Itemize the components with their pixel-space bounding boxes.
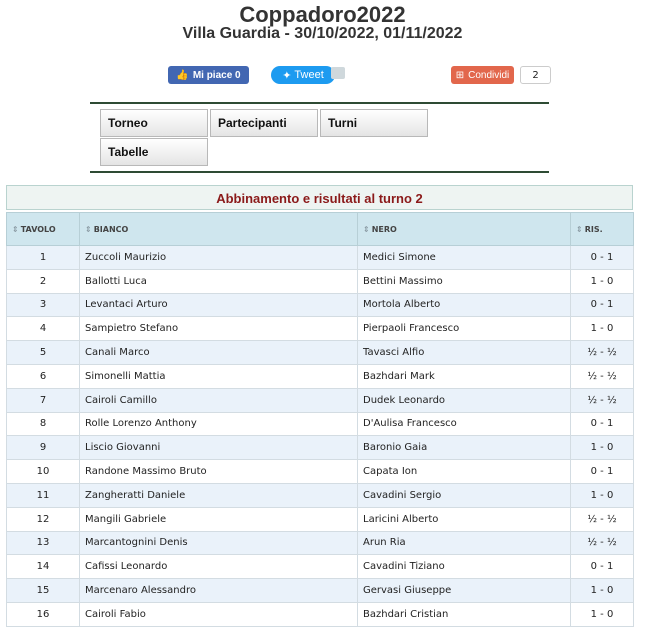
cell-ris: 1 - 0 bbox=[571, 436, 634, 460]
nav-bottom-divider bbox=[90, 171, 549, 173]
cell-bianco: Cafissi Leonardo bbox=[80, 555, 358, 579]
sort-icon: ⇕ bbox=[85, 224, 92, 234]
page-subtitle: Villa Guardia - 30/10/2022, 01/11/2022 bbox=[182, 25, 463, 42]
cell-tavolo: 3 bbox=[7, 293, 80, 317]
table-row bbox=[7, 293, 634, 317]
cell-bianco: Marcantognini Denis bbox=[80, 531, 358, 555]
cell-bianco: Simonelli Mattia bbox=[80, 364, 358, 388]
table-row bbox=[7, 317, 634, 341]
cell-bianco: Sampietro Stefano bbox=[80, 317, 358, 341]
cell-ris: 0 - 1 bbox=[571, 460, 634, 484]
plus-icon: ⊞ bbox=[455, 69, 465, 81]
sort-icon: ⇕ bbox=[12, 224, 19, 234]
cell-nero: Capata Ion bbox=[358, 460, 571, 484]
cell-bianco: Cairoli Fabio bbox=[80, 602, 358, 626]
cell-ris: ½ - ½ bbox=[571, 341, 634, 365]
cell-ris: 1 - 0 bbox=[571, 602, 634, 626]
cell-ris: 1 - 0 bbox=[571, 269, 634, 293]
cell-nero: Mortola Alberto bbox=[358, 293, 571, 317]
nav-tab-tabelle[interactable]: Tabelle bbox=[100, 138, 208, 166]
table-row bbox=[7, 341, 634, 365]
cell-ris: ½ - ½ bbox=[571, 507, 634, 531]
cell-ris: ½ - ½ bbox=[571, 388, 634, 412]
table-row bbox=[7, 364, 634, 388]
facebook-like-label: Mi piace 0 bbox=[192, 69, 241, 81]
cell-bianco: Levantaci Arturo bbox=[80, 293, 358, 317]
cell-nero: Tavasci Alfio bbox=[358, 341, 571, 365]
cell-tavolo: 11 bbox=[7, 483, 80, 507]
table-header-row bbox=[7, 213, 634, 246]
cell-ris: 0 - 1 bbox=[571, 555, 634, 579]
cell-tavolo: 2 bbox=[7, 269, 80, 293]
cell-tavolo: 12 bbox=[7, 507, 80, 531]
tweet-count-icon bbox=[331, 67, 345, 79]
cell-ris: 0 - 1 bbox=[571, 412, 634, 436]
table-row bbox=[7, 269, 634, 293]
cell-nero: Gervasi Giuseppe bbox=[358, 579, 571, 603]
cell-nero: Cavadini Tiziano bbox=[358, 555, 571, 579]
cell-bianco: Cairoli Camillo bbox=[80, 388, 358, 412]
table-row bbox=[7, 246, 634, 270]
pairings-table bbox=[6, 212, 634, 627]
column-header-tavolo[interactable]: ⇕ TAVOLO bbox=[7, 213, 80, 246]
nav-tab-partecipanti[interactable]: Partecipanti bbox=[210, 109, 318, 137]
share-label: Condividi bbox=[468, 69, 510, 81]
cell-ris: 0 - 1 bbox=[571, 293, 634, 317]
cell-bianco: Zuccoli Maurizio bbox=[80, 246, 358, 270]
cell-bianco: Ballotti Luca bbox=[80, 269, 358, 293]
cell-nero: Medici Simone bbox=[358, 246, 571, 270]
cell-tavolo: 8 bbox=[7, 412, 80, 436]
tweet-button[interactable] bbox=[271, 66, 335, 84]
cell-tavolo: 7 bbox=[7, 388, 80, 412]
table-row bbox=[7, 412, 634, 436]
cell-ris: ½ - ½ bbox=[571, 531, 634, 555]
nav-tab-turni[interactable]: Turni bbox=[320, 109, 428, 137]
cell-ris: 1 - 0 bbox=[571, 483, 634, 507]
cell-ris: 0 - 1 bbox=[571, 246, 634, 270]
cell-tavolo: 5 bbox=[7, 341, 80, 365]
table-row bbox=[7, 436, 634, 460]
thumbs-up-icon: 👍 bbox=[176, 69, 189, 81]
table-row bbox=[7, 531, 634, 555]
cell-nero: Bazhdari Mark bbox=[358, 364, 571, 388]
table-row bbox=[7, 579, 634, 603]
column-header-bianco[interactable]: ⇕ BIANCO bbox=[80, 213, 358, 246]
share-count: 2 bbox=[520, 66, 551, 84]
twitter-bird-icon: ✦ bbox=[282, 69, 292, 82]
cell-nero: Bazhdari Cristian bbox=[358, 602, 571, 626]
cell-nero: Pierpaoli Francesco bbox=[358, 317, 571, 341]
cell-tavolo: 13 bbox=[7, 531, 80, 555]
sort-icon: ⇕ bbox=[363, 224, 370, 234]
cell-tavolo: 10 bbox=[7, 460, 80, 484]
table-row bbox=[7, 483, 634, 507]
column-header-nero[interactable]: ⇕ NERO bbox=[358, 213, 571, 246]
facebook-like-button[interactable] bbox=[168, 66, 249, 84]
cell-tavolo: 15 bbox=[7, 579, 80, 603]
tweet-label: Tweet bbox=[294, 69, 324, 81]
cell-nero: Laricini Alberto bbox=[358, 507, 571, 531]
cell-nero: Dudek Leonardo bbox=[358, 388, 571, 412]
page-title: Coppadoro2022 bbox=[239, 2, 406, 27]
cell-ris: ½ - ½ bbox=[571, 364, 634, 388]
cell-nero: D'Aulisa Francesco bbox=[358, 412, 571, 436]
cell-tavolo: 4 bbox=[7, 317, 80, 341]
cell-bianco: Canali Marco bbox=[80, 341, 358, 365]
cell-tavolo: 16 bbox=[7, 602, 80, 626]
column-header-ris[interactable]: ⇕ RIS. bbox=[571, 213, 634, 246]
cell-bianco: Liscio Giovanni bbox=[80, 436, 358, 460]
nav-tab-torneo[interactable]: Torneo bbox=[100, 109, 208, 137]
cell-bianco: Zangheratti Daniele bbox=[80, 483, 358, 507]
share-button[interactable] bbox=[451, 66, 514, 84]
nav-top-divider bbox=[90, 102, 549, 104]
table-row bbox=[7, 388, 634, 412]
cell-ris: 1 - 0 bbox=[571, 579, 634, 603]
cell-ris: 1 - 0 bbox=[571, 317, 634, 341]
cell-bianco: Mangili Gabriele bbox=[80, 507, 358, 531]
round-title: Abbinamento e risultati al turno 2 bbox=[6, 185, 633, 210]
cell-bianco: Rolle Lorenzo Anthony bbox=[80, 412, 358, 436]
cell-tavolo: 9 bbox=[7, 436, 80, 460]
cell-nero: Cavadini Sergio bbox=[358, 483, 571, 507]
sort-icon: ⇕ bbox=[576, 224, 583, 234]
cell-tavolo: 1 bbox=[7, 246, 80, 270]
table-row bbox=[7, 555, 634, 579]
cell-bianco: Randone Massimo Bruto bbox=[80, 460, 358, 484]
table-row bbox=[7, 602, 634, 626]
cell-nero: Baronio Gaia bbox=[358, 436, 571, 460]
cell-nero: Arun Ria bbox=[358, 531, 571, 555]
table-row bbox=[7, 460, 634, 484]
cell-tavolo: 14 bbox=[7, 555, 80, 579]
cell-tavolo: 6 bbox=[7, 364, 80, 388]
cell-bianco: Marcenaro Alessandro bbox=[80, 579, 358, 603]
cell-nero: Bettini Massimo bbox=[358, 269, 571, 293]
table-row bbox=[7, 507, 634, 531]
